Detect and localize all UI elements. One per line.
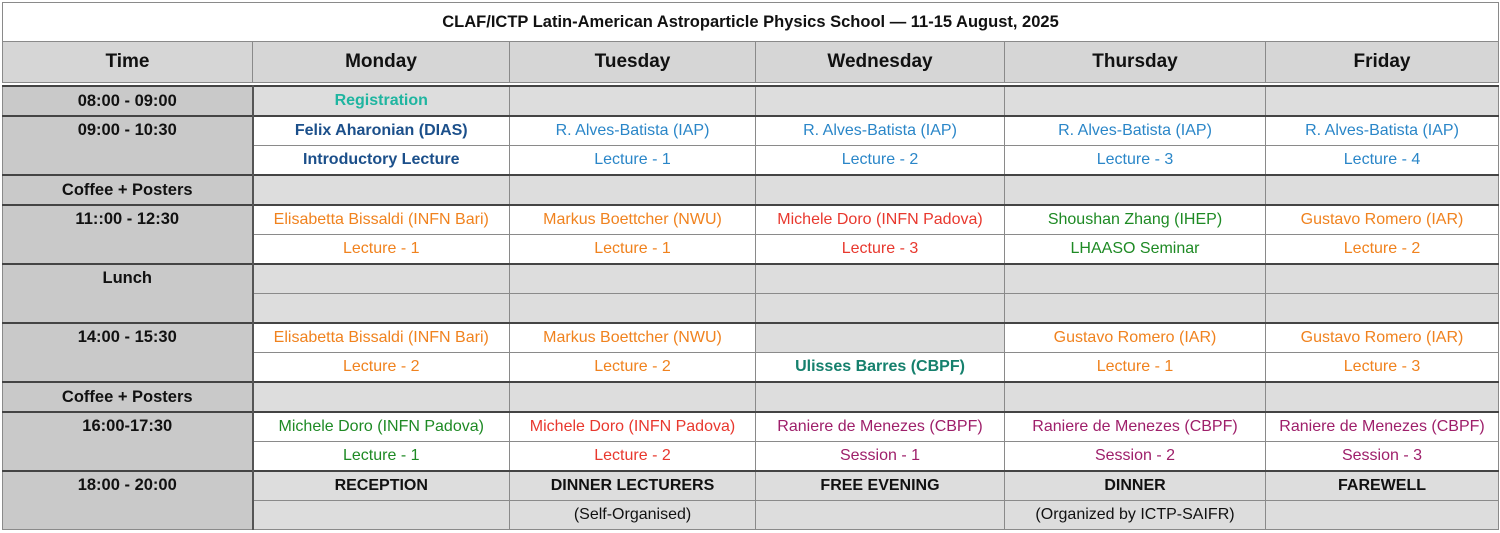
header-friday: Friday — [1266, 42, 1499, 83]
session-cell-tuesday — [510, 86, 756, 116]
session-cell-wednesday — [756, 264, 1005, 294]
session-cell-friday: Lecture - 3 — [1266, 353, 1499, 383]
session-cell-thursday: Raniere de Menezes (CBPF) — [1005, 412, 1266, 442]
session-cell-wednesday: R. Alves-Batista (IAP) — [756, 116, 1005, 146]
schedule-table — [2, 2, 1499, 530]
session-cell-tuesday: Lecture - 2 — [510, 353, 756, 383]
time-slot: Coffee + Posters — [3, 382, 253, 412]
header-time: Time — [3, 42, 253, 83]
session-cell-monday: Michele Doro (INFN Padova) — [253, 412, 510, 442]
session-cell-thursday: LHAASO Seminar — [1005, 235, 1266, 265]
session-cell-monday — [253, 382, 510, 412]
header-tuesday: Tuesday — [510, 42, 756, 83]
session-cell-tuesday — [510, 294, 756, 324]
schedule-row — [3, 323, 1499, 353]
session-cell-friday — [1266, 264, 1499, 294]
session-cell-thursday — [1005, 175, 1266, 205]
schedule-row — [3, 116, 1499, 146]
header-thursday: Thursday — [1005, 42, 1266, 83]
session-cell-tuesday: Michele Doro (INFN Padova) — [510, 412, 756, 442]
session-cell-tuesday: DINNER LECTURERS — [510, 471, 756, 501]
schedule-title: CLAF/ICTP Latin-American Astroparticle Physics School — 11-15 August, 2025 — [3, 3, 1499, 42]
session-cell-tuesday: Markus Boettcher (NWU) — [510, 323, 756, 353]
schedule-row — [3, 205, 1499, 235]
session-cell-thursday: Gustavo Romero (IAR) — [1005, 323, 1266, 353]
session-cell-friday — [1266, 294, 1499, 324]
session-cell-monday: RECEPTION — [253, 471, 510, 501]
session-cell-thursday: (Organized by ICTP-SAIFR) — [1005, 501, 1266, 530]
schedule-row — [3, 471, 1499, 501]
session-cell-wednesday: Lecture - 3 — [756, 235, 1005, 265]
time-slot: Lunch — [3, 264, 253, 323]
session-cell-wednesday — [756, 501, 1005, 530]
schedule-row — [3, 175, 1499, 205]
session-cell-thursday — [1005, 294, 1266, 324]
time-slot: 08:00 - 09:00 — [3, 86, 253, 116]
session-cell-thursday: Lecture - 3 — [1005, 146, 1266, 176]
session-cell-monday — [253, 294, 510, 324]
time-slot: Coffee + Posters — [3, 175, 253, 205]
session-cell-friday: Gustavo Romero (IAR) — [1266, 205, 1499, 235]
session-cell-friday: Session - 3 — [1266, 442, 1499, 472]
session-cell-friday: FAREWELL — [1266, 471, 1499, 501]
schedule-row — [3, 86, 1499, 116]
session-cell-tuesday — [510, 175, 756, 205]
session-cell-friday — [1266, 175, 1499, 205]
time-slot: 11::00 - 12:30 — [3, 205, 253, 264]
session-cell-thursday: R. Alves-Batista (IAP) — [1005, 116, 1266, 146]
session-cell-monday: Introductory Lecture — [253, 146, 510, 176]
session-cell-monday: Elisabetta Bissaldi (INFN Bari) — [253, 205, 510, 235]
session-cell-monday — [253, 501, 510, 530]
session-cell-wednesday: Michele Doro (INFN Padova) — [756, 205, 1005, 235]
session-cell-friday: R. Alves-Batista (IAP) — [1266, 116, 1499, 146]
session-cell-monday: Felix Aharonian (DIAS) — [253, 116, 510, 146]
session-cell-thursday — [1005, 86, 1266, 116]
time-slot: 14:00 - 15:30 — [3, 323, 253, 382]
session-cell-tuesday — [510, 382, 756, 412]
session-cell-monday: Lecture - 1 — [253, 235, 510, 265]
session-cell-thursday: Session - 2 — [1005, 442, 1266, 472]
schedule-body — [3, 3, 1499, 530]
session-cell-thursday: Shoushan Zhang (IHEP) — [1005, 205, 1266, 235]
session-cell-friday: Lecture - 2 — [1266, 235, 1499, 265]
session-cell-tuesday: Lecture - 1 — [510, 235, 756, 265]
session-cell-tuesday: R. Alves-Batista (IAP) — [510, 116, 756, 146]
time-slot: 16:00-17:30 — [3, 412, 253, 471]
session-cell-tuesday — [510, 264, 756, 294]
session-cell-tuesday: (Self-Organised) — [510, 501, 756, 530]
session-cell-tuesday: Markus Boettcher (NWU) — [510, 205, 756, 235]
session-cell-friday: Lecture - 4 — [1266, 146, 1499, 176]
session-cell-wednesday: FREE EVENING — [756, 471, 1005, 501]
session-cell-friday — [1266, 86, 1499, 116]
session-cell-monday: Registration — [253, 86, 510, 116]
session-cell-wednesday: Session - 1 — [756, 442, 1005, 472]
session-cell-friday: Gustavo Romero (IAR) — [1266, 323, 1499, 353]
session-cell-wednesday: Lecture - 2 — [756, 146, 1005, 176]
session-cell-friday — [1266, 382, 1499, 412]
header-wednesday: Wednesday — [756, 42, 1005, 83]
session-cell-wednesday: Ulisses Barres (CBPF) — [756, 353, 1005, 383]
session-cell-thursday: DINNER — [1005, 471, 1266, 501]
session-cell-thursday: Lecture - 1 — [1005, 353, 1266, 383]
session-cell-friday — [1266, 501, 1499, 530]
header-row — [3, 42, 1499, 83]
time-slot: 09:00 - 10:30 — [3, 116, 253, 175]
session-cell-wednesday — [756, 294, 1005, 324]
session-cell-monday: Elisabetta Bissaldi (INFN Bari) — [253, 323, 510, 353]
schedule-row — [3, 382, 1499, 412]
session-cell-wednesday: Raniere de Menezes (CBPF) — [756, 412, 1005, 442]
session-cell-thursday — [1005, 382, 1266, 412]
session-cell-tuesday: Lecture - 1 — [510, 146, 756, 176]
schedule-row — [3, 412, 1499, 442]
session-cell-monday — [253, 264, 510, 294]
title-row — [3, 3, 1499, 42]
session-cell-wednesday — [756, 86, 1005, 116]
session-cell-monday: Lecture - 1 — [253, 442, 510, 472]
session-cell-wednesday — [756, 175, 1005, 205]
schedule-row — [3, 264, 1499, 294]
time-slot: 18:00 - 20:00 — [3, 471, 253, 530]
session-cell-wednesday — [756, 323, 1005, 353]
header-monday: Monday — [253, 42, 510, 83]
session-cell-monday — [253, 175, 510, 205]
session-cell-wednesday — [756, 382, 1005, 412]
session-cell-monday: Lecture - 2 — [253, 353, 510, 383]
session-cell-friday: Raniere de Menezes (CBPF) — [1266, 412, 1499, 442]
session-cell-thursday — [1005, 264, 1266, 294]
session-cell-tuesday: Lecture - 2 — [510, 442, 756, 472]
